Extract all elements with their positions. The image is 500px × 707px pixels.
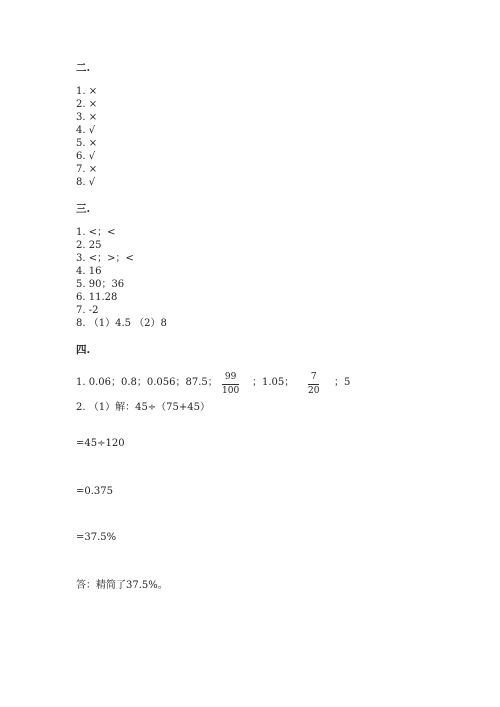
q1-fraction-1-denominator: 100 [222, 386, 240, 396]
section-2-answer-6: 6. √ [76, 151, 96, 162]
q1-prefix: 1. 0.06；0.8；0.056；87.5； [76, 377, 218, 388]
section-3-answer-8: 8. （1）4.5 （2）8 [76, 318, 167, 329]
section-3-answer-6: 6. 11.28 [76, 292, 118, 303]
section-3-answer-5: 5. 90；36 [76, 279, 125, 290]
section-2-answer-3: 3. × [76, 112, 98, 123]
q1-fraction-2-denominator: 20 [308, 386, 320, 396]
section-2-answer-2: 2. × [76, 99, 98, 110]
q2-answer: 答：精简了37.5%。 [76, 580, 168, 591]
q2-line-3: =0.375 [76, 486, 114, 497]
q2-line-2: =45÷120 [76, 438, 125, 449]
section-3-heading: 三. [76, 203, 91, 215]
section-4-heading: 四. [76, 344, 91, 356]
fraction-bar [222, 384, 239, 385]
q1-fraction-1 [222, 372, 239, 397]
q1-fraction-2-numerator: 7 [310, 372, 317, 382]
section-2-answer-5: 5. × [76, 138, 98, 149]
section-3-answer-4: 4. 16 [76, 266, 102, 277]
section-3-answer-7: 7. -2 [76, 305, 99, 316]
section-2-answer-1: 1. × [76, 86, 98, 97]
section-3-answer-1: 1. <；< [76, 227, 116, 238]
q1-suffix: ；5 [334, 377, 351, 388]
q1-middle: ；1.05； [252, 377, 295, 388]
q1-fraction-1-numerator: 99 [224, 372, 237, 382]
section-2-answer-7: 7. × [76, 164, 98, 175]
section-3-answer-2: 2. 25 [76, 240, 102, 251]
section-2-answer-4: 4. √ [76, 125, 96, 136]
q2-line-4: =37.5% [76, 532, 117, 543]
section-2-heading: 二. [76, 62, 91, 74]
section-3-answer-3: 3. <；>；< [76, 253, 134, 264]
section-2-answer-8: 8. √ [76, 177, 96, 188]
q1-fraction-2 [308, 372, 319, 397]
q2-line-1: 2. （1）解：45÷（75+45） [76, 402, 211, 413]
fraction-bar [308, 384, 319, 385]
